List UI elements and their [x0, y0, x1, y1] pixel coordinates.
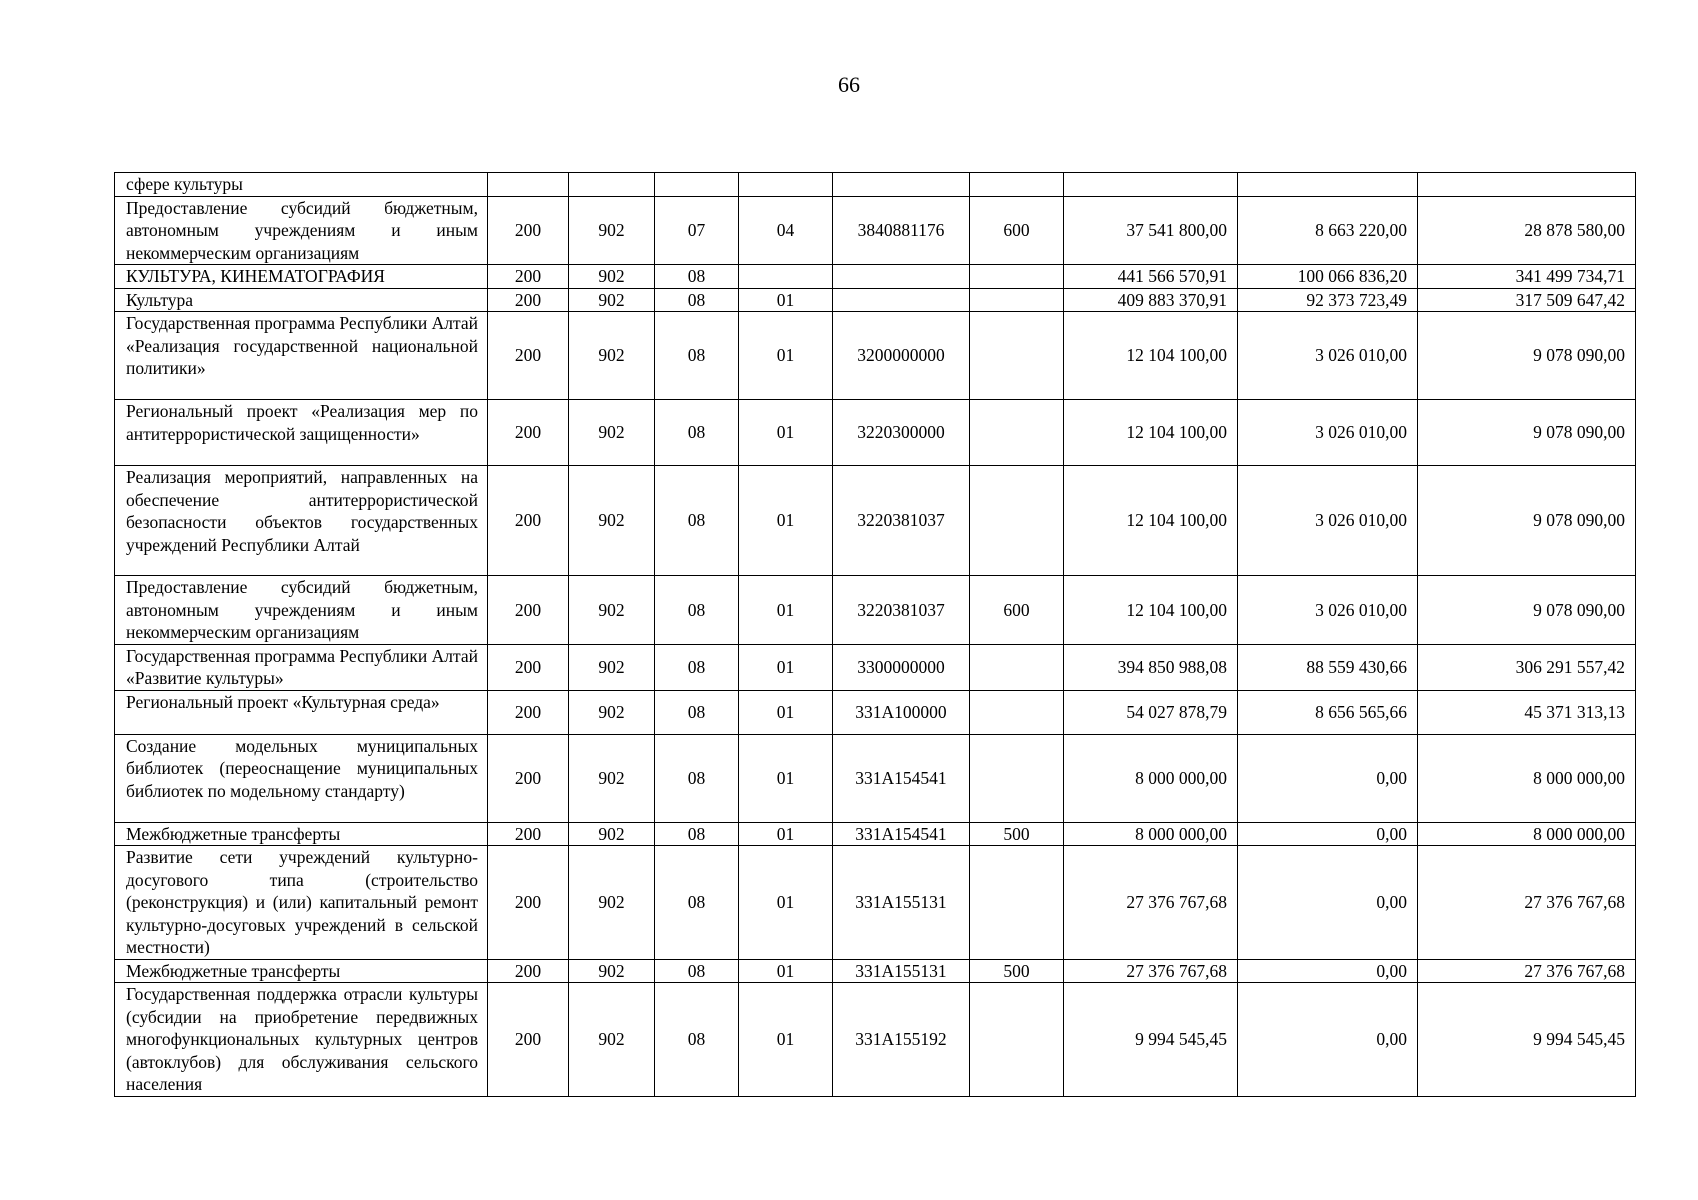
table-row: [115, 312, 1636, 400]
cell-code-2: 902: [569, 983, 655, 1097]
cell-code-2: 902: [569, 265, 655, 289]
cell-section: 08: [655, 983, 739, 1097]
cell-code-2: 902: [569, 196, 655, 265]
row-name: Развитие сети учреждений культурно-досугового типа (строительство (реконструкция) и (или) капитальный ремонт культурно-досуговых учреждений в сельской местности): [115, 846, 488, 960]
cell-amount-2: 27 376 767,68: [1418, 959, 1636, 983]
table-row: [115, 288, 1636, 312]
cell-amount-2: 9 078 090,00: [1418, 312, 1636, 400]
cell-amount-2: 9 994 545,45: [1418, 983, 1636, 1097]
cell-code-1: 200: [488, 400, 569, 466]
cell-amount-2: 28 878 580,00: [1418, 196, 1636, 265]
cell-code-1: 200: [488, 734, 569, 822]
cell-amount-1: [1238, 173, 1418, 197]
cell-target-article: 3300000000: [833, 644, 970, 690]
cell-code-1: 200: [488, 822, 569, 846]
cell-expense-type: [970, 734, 1064, 822]
cell-section: 08: [655, 644, 739, 690]
cell-expense-type: [970, 288, 1064, 312]
cell-code-2: [569, 173, 655, 197]
cell-expense-type: [970, 983, 1064, 1097]
cell-code-2: 902: [569, 846, 655, 960]
cell-amount-2: 45 371 313,13: [1418, 690, 1636, 734]
cell-expense-type: 500: [970, 959, 1064, 983]
cell-amount-total: 12 104 100,00: [1064, 400, 1238, 466]
cell-amount-total: 8 000 000,00: [1064, 734, 1238, 822]
cell-code-2: 902: [569, 644, 655, 690]
table-row: [115, 983, 1636, 1097]
cell-subsection: 01: [739, 400, 833, 466]
page-number: 66: [838, 72, 860, 97]
cell-amount-1: 100 066 836,20: [1238, 265, 1418, 289]
cell-target-article: 3220381037: [833, 576, 970, 645]
cell-target-article: 331А154541: [833, 734, 970, 822]
cell-code-1: 200: [488, 196, 569, 265]
table-row: [115, 173, 1636, 197]
table-row: [115, 734, 1636, 822]
table-row: [115, 196, 1636, 265]
cell-amount-2: 8 000 000,00: [1418, 822, 1636, 846]
row-name: Предоставление субсидий бюджетным, автономным учреждениям и иным некоммерческим организациям: [115, 576, 488, 645]
cell-amount-total: 27 376 767,68: [1064, 846, 1238, 960]
cell-code-2: 902: [569, 822, 655, 846]
cell-subsection: 01: [739, 466, 833, 576]
cell-section: 08: [655, 959, 739, 983]
cell-target-article: 331А155131: [833, 959, 970, 983]
row-name: Межбюджетные трансферты: [115, 822, 488, 846]
cell-expense-type: [970, 644, 1064, 690]
cell-expense-type: [970, 400, 1064, 466]
cell-code-1: 200: [488, 644, 569, 690]
cell-section: 08: [655, 312, 739, 400]
row-name: Культура: [115, 288, 488, 312]
cell-target-article: [833, 173, 970, 197]
cell-subsection: 01: [739, 846, 833, 960]
row-name: Предоставление субсидий бюджетным, автономным учреждениям и иным некоммерческим организациям: [115, 196, 488, 265]
cell-amount-total: 8 000 000,00: [1064, 822, 1238, 846]
cell-expense-type: [970, 265, 1064, 289]
cell-amount-total: 12 104 100,00: [1064, 312, 1238, 400]
cell-target-article: 331А155192: [833, 983, 970, 1097]
cell-section: 08: [655, 466, 739, 576]
cell-section: 08: [655, 288, 739, 312]
cell-subsection: 01: [739, 312, 833, 400]
table-row: [115, 846, 1636, 960]
cell-expense-type: [970, 312, 1064, 400]
cell-amount-total: 9 994 545,45: [1064, 983, 1238, 1097]
row-name: Региональный проект «Реализация мер по антитеррористической защищенности»: [115, 400, 488, 466]
cell-section: 08: [655, 576, 739, 645]
row-name: КУЛЬТУРА, КИНЕМАТОГРАФИЯ: [115, 265, 488, 289]
cell-code-2: 902: [569, 576, 655, 645]
row-name: Реализация мероприятий, направленных на обеспечение антитеррористической безопасности объектов государственных учреждений Республики Алтай: [115, 466, 488, 576]
table-row: [115, 690, 1636, 734]
cell-amount-total: 12 104 100,00: [1064, 576, 1238, 645]
cell-subsection: [739, 265, 833, 289]
cell-code-1: [488, 173, 569, 197]
cell-subsection: 01: [739, 959, 833, 983]
cell-amount-2: 9 078 090,00: [1418, 466, 1636, 576]
cell-expense-type: [970, 690, 1064, 734]
cell-code-2: 902: [569, 959, 655, 983]
cell-subsection: 04: [739, 196, 833, 265]
cell-code-1: 200: [488, 288, 569, 312]
cell-amount-total: 27 376 767,68: [1064, 959, 1238, 983]
cell-target-article: 3200000000: [833, 312, 970, 400]
cell-amount-1: 92 373 723,49: [1238, 288, 1418, 312]
cell-amount-1: 0,00: [1238, 959, 1418, 983]
row-name: Государственная программа Республики Алтай «Развитие культуры»: [115, 644, 488, 690]
cell-section: [655, 173, 739, 197]
cell-subsection: 01: [739, 734, 833, 822]
cell-section: 08: [655, 822, 739, 846]
cell-amount-2: 9 078 090,00: [1418, 576, 1636, 645]
cell-amount-total: 409 883 370,91: [1064, 288, 1238, 312]
table-row: [115, 644, 1636, 690]
cell-amount-2: 9 078 090,00: [1418, 400, 1636, 466]
cell-code-2: 902: [569, 400, 655, 466]
row-name: Государственная поддержка отрасли культуры (субсидии на приобретение передвижных многофункциональных культурных центров (автоклубов) для обслуживания сельского населения: [115, 983, 488, 1097]
cell-amount-2: 27 376 767,68: [1418, 846, 1636, 960]
row-name: Региональный проект «Культурная среда»: [115, 690, 488, 734]
table-row: [115, 822, 1636, 846]
cell-amount-total: 37 541 800,00: [1064, 196, 1238, 265]
row-name: сфере культуры: [115, 173, 488, 197]
cell-amount-1: 3 026 010,00: [1238, 400, 1418, 466]
cell-amount-1: 3 026 010,00: [1238, 466, 1418, 576]
cell-amount-1: 8 656 565,66: [1238, 690, 1418, 734]
cell-subsection: [739, 173, 833, 197]
budget-table: [114, 172, 1636, 1097]
cell-target-article: 331А155131: [833, 846, 970, 960]
cell-section: 07: [655, 196, 739, 265]
cell-code-1: 200: [488, 312, 569, 400]
cell-section: 08: [655, 846, 739, 960]
cell-subsection: 01: [739, 822, 833, 846]
cell-amount-1: 8 663 220,00: [1238, 196, 1418, 265]
cell-amount-1: 0,00: [1238, 822, 1418, 846]
table-row: [115, 959, 1636, 983]
cell-amount-1: 3 026 010,00: [1238, 312, 1418, 400]
cell-target-article: 3220381037: [833, 466, 970, 576]
cell-amount-total: 441 566 570,91: [1064, 265, 1238, 289]
cell-code-2: 902: [569, 734, 655, 822]
cell-code-1: 200: [488, 846, 569, 960]
cell-target-article: 331А100000: [833, 690, 970, 734]
cell-subsection: 01: [739, 576, 833, 645]
cell-section: 08: [655, 690, 739, 734]
cell-target-article: [833, 265, 970, 289]
cell-amount-total: 12 104 100,00: [1064, 466, 1238, 576]
cell-amount-2: 8 000 000,00: [1418, 734, 1636, 822]
cell-code-2: 902: [569, 690, 655, 734]
cell-code-1: 200: [488, 576, 569, 645]
cell-subsection: 01: [739, 288, 833, 312]
cell-code-1: 200: [488, 983, 569, 1097]
cell-amount-total: 54 027 878,79: [1064, 690, 1238, 734]
cell-amount-2: 317 509 647,42: [1418, 288, 1636, 312]
cell-amount-1: 88 559 430,66: [1238, 644, 1418, 690]
row-name: Межбюджетные трансферты: [115, 959, 488, 983]
cell-section: 08: [655, 265, 739, 289]
cell-subsection: 01: [739, 644, 833, 690]
cell-target-article: 3220300000: [833, 400, 970, 466]
cell-expense-type: [970, 466, 1064, 576]
cell-amount-total: 394 850 988,08: [1064, 644, 1238, 690]
cell-section: 08: [655, 734, 739, 822]
table-row: [115, 265, 1636, 289]
table-row: [115, 400, 1636, 466]
row-name: Государственная программа Республики Алтай «Реализация государственной национальной политики»: [115, 312, 488, 400]
cell-amount-total: [1064, 173, 1238, 197]
cell-amount-1: 0,00: [1238, 846, 1418, 960]
cell-subsection: 01: [739, 983, 833, 1097]
cell-amount-1: 0,00: [1238, 983, 1418, 1097]
table-row: [115, 576, 1636, 645]
cell-expense-type: 600: [970, 576, 1064, 645]
cell-amount-2: 341 499 734,71: [1418, 265, 1636, 289]
cell-code-2: 902: [569, 466, 655, 576]
cell-code-1: 200: [488, 959, 569, 983]
row-name: Создание модельных муниципальных библиотек (переоснащение муниципальных библиотек по модельному стандарту): [115, 734, 488, 822]
cell-amount-1: 3 026 010,00: [1238, 576, 1418, 645]
cell-expense-type: 500: [970, 822, 1064, 846]
cell-amount-2: 306 291 557,42: [1418, 644, 1636, 690]
cell-subsection: 01: [739, 690, 833, 734]
table-row: [115, 466, 1636, 576]
cell-code-1: 200: [488, 265, 569, 289]
cell-target-article: 331А154541: [833, 822, 970, 846]
cell-target-article: [833, 288, 970, 312]
cell-expense-type: 600: [970, 196, 1064, 265]
cell-expense-type: [970, 846, 1064, 960]
cell-target-article: 3840881176: [833, 196, 970, 265]
cell-section: 08: [655, 400, 739, 466]
cell-expense-type: [970, 173, 1064, 197]
cell-code-1: 200: [488, 466, 569, 576]
cell-code-2: 902: [569, 288, 655, 312]
cell-code-1: 200: [488, 690, 569, 734]
cell-amount-2: [1418, 173, 1636, 197]
cell-amount-1: 0,00: [1238, 734, 1418, 822]
cell-code-2: 902: [569, 312, 655, 400]
